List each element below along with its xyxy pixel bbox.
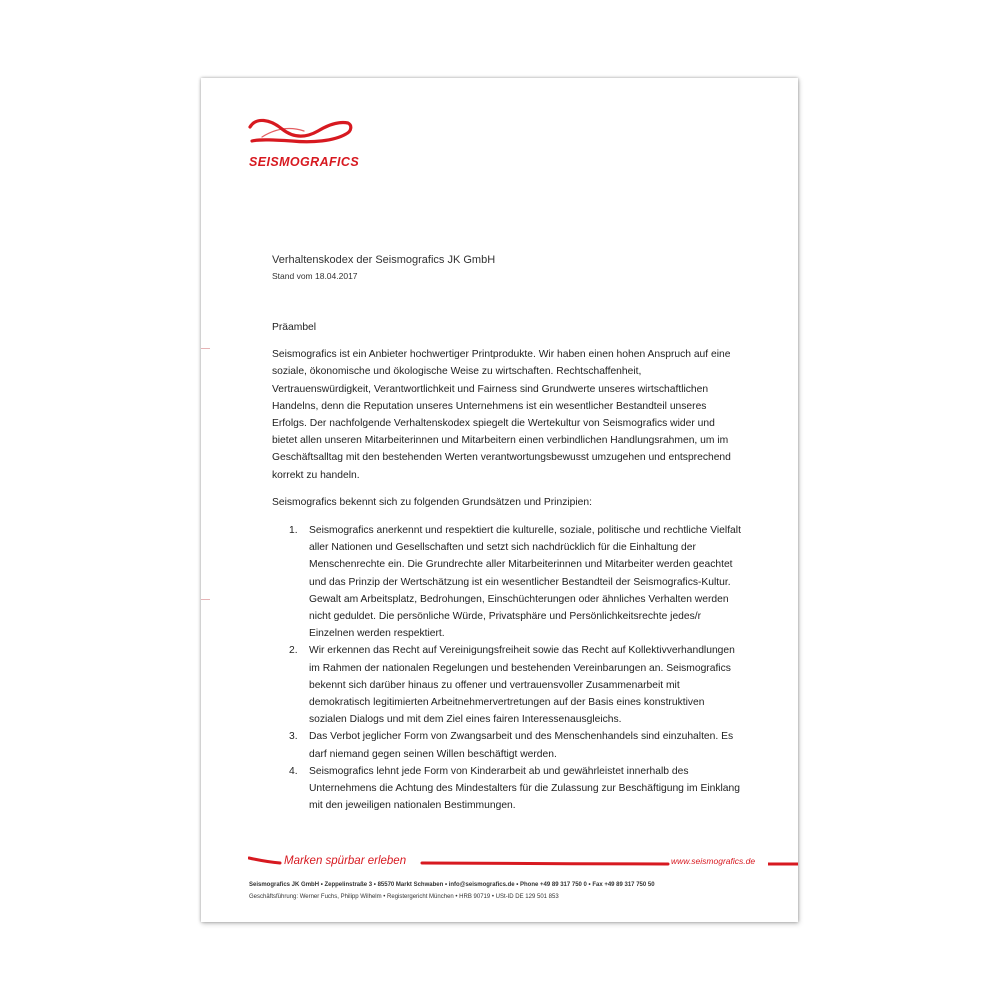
list-number: 2.: [289, 645, 298, 657]
fold-mark-middle: [201, 599, 210, 600]
document-body: [272, 319, 742, 814]
document-date: Stand vom 18.04.2017: [272, 271, 358, 281]
list-item: [272, 728, 742, 762]
preamble-paragraph: Seismografics ist ein Anbieter hochwertiger Printprodukte. Wir haben einen hohen Anspruch auf eine soziale, ökonomische und ökologische Weise zu wirtschaften. Rechtschaffenheit, Vertrauenswürdigkeit, Verantwortlichkeit und Fairness sind Grundwerte unseres wirtschaftlichen Handelns, denn die Reputation unseres Unternehmens ist ein wesentlicher Bestandteil unseres Erfolgs. Der nachfolgende Verhaltenskodex spiegelt die Wertekultur von Seismografics wider und bietet allen unseren Mitarbeiterinnen und Mitarbeitern einen verbindlichen Handlungsrahmen, um im Geschäftsalltag mit den bestehenden Werten verantwortungsbewusst umzugehen und entsprechend korrekt zu handeln.: [272, 349, 731, 481]
logo-wave-icon: [248, 115, 358, 155]
footer-address-line: Seismografics JK GmbH • Zeppelinstraße 3 • 85570 Markt Schwaben • info@seismografics.de • Phone +49 89 317 750 0 • Fax +49 89 317 750 50: [249, 882, 655, 888]
logo-wordmark: SEISMOGRAFICS: [249, 155, 360, 169]
letter-page: [201, 78, 798, 922]
list-text: Seismografics lehnt jede Form von Kinderarbeit ab und gewährleistet innerhalb des Unternehmens die Achtung des Mindestalters für die Zulassung zur Beschäftigung im Einklang mit den jeweiligen nationalen Bestimmungen.: [309, 765, 740, 812]
principles-list: [272, 522, 742, 814]
footer-slogan-bar: [248, 854, 798, 872]
list-text: Das Verbot jeglicher Form von Zwangsarbeit und des Menschenhandels sind einzuhalten. Es darf niemand gegen seinen Willen beschäftigt werden.: [309, 731, 734, 760]
footer-registry-line: Geschäftsführung: Werner Fuchs, Philipp Wilhelm • Registergericht München • HRB 90719 • USt-ID DE 129 501 853: [249, 894, 559, 900]
list-number: 3.: [289, 731, 298, 743]
footer-slogan: Marken spürbar erleben: [284, 855, 407, 867]
fold-mark-top: [201, 348, 210, 349]
document-title: Verhaltenskodex der Seismografics JK GmbH: [272, 254, 496, 266]
principles-intro: Seismografics bekennt sich zu folgenden Grundsätzen und Prinzipien:: [272, 496, 592, 508]
list-item: [272, 763, 742, 815]
list-text: Seismografics anerkennt und respektiert die kulturelle, soziale, politische und rechtliche Vielfalt aller Nationen und Gesellschaften und setzt sich nachdrücklich für die Einhaltung der Menschenrechte ein. Die Grundrechte aller Mitarbeiterinnen und Mitarbeiter werden geachtet und das Prinzip der Wertschätzung ist ein wesentlicher Bestandteil der Seismografics-Kultur. Gewalt am Arbeitsplatz, Bedrohungen, Einschüchterungen oder ähnliches Verhalten werden nicht geduldet. Die persönliche Würde, Privatsphäre und Persönlichkeitsrechte jedes/r Einzelnen werden respektiert.: [309, 525, 741, 640]
company-logo: [248, 115, 358, 177]
list-item: [272, 522, 742, 642]
list-item: [272, 642, 742, 728]
section-heading: Präambel: [272, 322, 317, 333]
footer-website-link[interactable]: www.seismografics.de: [671, 856, 756, 866]
list-number: 4.: [289, 765, 298, 777]
list-text: Wir erkennen das Recht auf Vereinigungsfreiheit sowie das Recht auf Kollektivverhandlungen im Rahmen der nationalen Regelungen und bestehenden Vereinbarungen an. Seismografics bekennt sich darüber hinaus zu offener und vertrauensvoller Zusammenarbeit mit demokratisch legitimierten Arbeitnehmervertretungen auf der Basis eines konstruktiven sozialen Dialogs und mit dem Ziel eines fairen Interessenausgleichs.: [309, 645, 735, 726]
list-number: 1.: [289, 525, 298, 537]
